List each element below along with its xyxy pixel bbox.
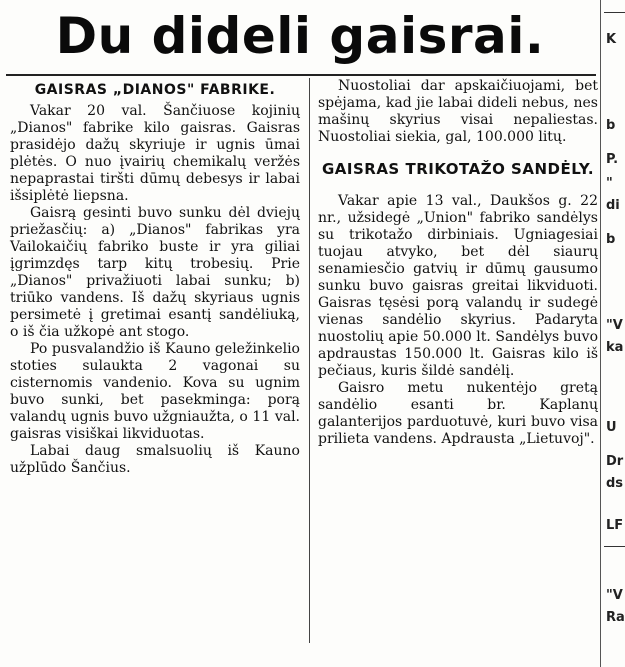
edge-fragment: "V: [606, 318, 623, 333]
edge-fragment: LF: [606, 518, 624, 533]
edge-rule: [604, 546, 625, 547]
right-paragraph: Gaisro metu nukentėjo gretą sandėlio esanti br. Kaplanų galanterijos parduotuvė, kuri buvo visa prilieta vandens. Apdrausta „Lietuvoj".: [318, 380, 598, 447]
right-paragraph: Nuostoliai dar apskaičiuojami, bet spėjama, kad jie labai dideli nebus, nes mašinų skyrius visai nepaliestas. Nuostoliai siekia, gal, 100.000 litų.: [318, 78, 598, 145]
edge-fragment: ka: [606, 340, 624, 355]
right-article-title: GAISRAS TRIKOTAŽO SANDĖLY.: [321, 160, 595, 178]
edge-fragment: ds: [606, 476, 624, 491]
page-headline: Du dideli gaisrai.: [55, 7, 545, 65]
edge-fragment: "V: [606, 588, 623, 603]
left-article-title: GAISRAS „DIANOS" FABRIKE.: [34, 82, 276, 98]
left-column: [10, 78, 300, 477]
edge-fragment: Dr: [606, 454, 624, 469]
edge-fragment: ": [606, 176, 613, 191]
page-edge-rule: [600, 0, 601, 667]
left-paragraph: Gaisrą gesinti buvo sunku dėl dviejų priežasčių: a) „Dianos" fabrikas yra Vailokaičių fabriko buste ir yra giliai įgrimzdęs tarp kitų trobesių. Prie „Dianos" privažiuoti labai sunku; b) triūko vandens. Iš dažų skyriaus ugnis persimetė į gretimai esantį sandėliuką, o iš čia užkopė ant stogo.: [10, 205, 300, 340]
adjacent-column-fragments: [604, 0, 625, 667]
edge-fragment: U: [606, 420, 617, 435]
left-paragraph: Vakar 20 val. Šančiuose kojinių „Dianos" fabrike kilo gaisras. Gaisras prasidėjo dažų skyriuje ir ugnis ūmai plėtės. O nuo įvairių chemikalų veržės nepaprastai tiršti dūmų debesys ir labai išsiplėtė liepsna.: [10, 103, 300, 204]
edge-fragment: P.: [606, 152, 619, 167]
edge-fragment: b: [606, 118, 616, 133]
edge-fragment: Ra: [606, 610, 625, 625]
headline-rule: [6, 74, 596, 76]
edge-rule: [604, 12, 625, 13]
left-paragraph: Po pusvalandžio iš Kauno geležinkelio stoties sulaukta 2 vagonai su cisternomis vandenio. Kova su ugnim buvo sunki, bet pasekminga: porą valandų ugnis buvo užgniaužta, o 11 val. gaisras visiškai likviduotas.: [10, 341, 300, 442]
edge-fragment: K: [606, 32, 617, 47]
right-paragraph: Vakar apie 13 val., Daukšos g. 22 nr., užsidegė „Union" fabriko sandėlys su trikotažo dirbiniais. Ugniagesiai tuojau atvyko, bet dėl siaurų senamiesčio gatvių ir dūmų gausumo sunku buvo gaisras greitai likviduoti. Gaisras tęsėsi porą valandų ir sudegė vienas sandėlio skyrius. Padaryta nuostolių apie 50.000 lt. Sandėlys buvo apdraustas 150.000 lt. Gaisras kilo iš pečiaus, kuris šildė sandėlį.: [318, 193, 598, 379]
right-column: [318, 78, 598, 448]
left-paragraph: Labai daug smalsuolių iš Kauno užplūdo Šančius.: [10, 443, 300, 476]
column-divider: [309, 78, 310, 643]
edge-fragment: b: [606, 232, 616, 247]
edge-fragment: di: [606, 198, 620, 213]
